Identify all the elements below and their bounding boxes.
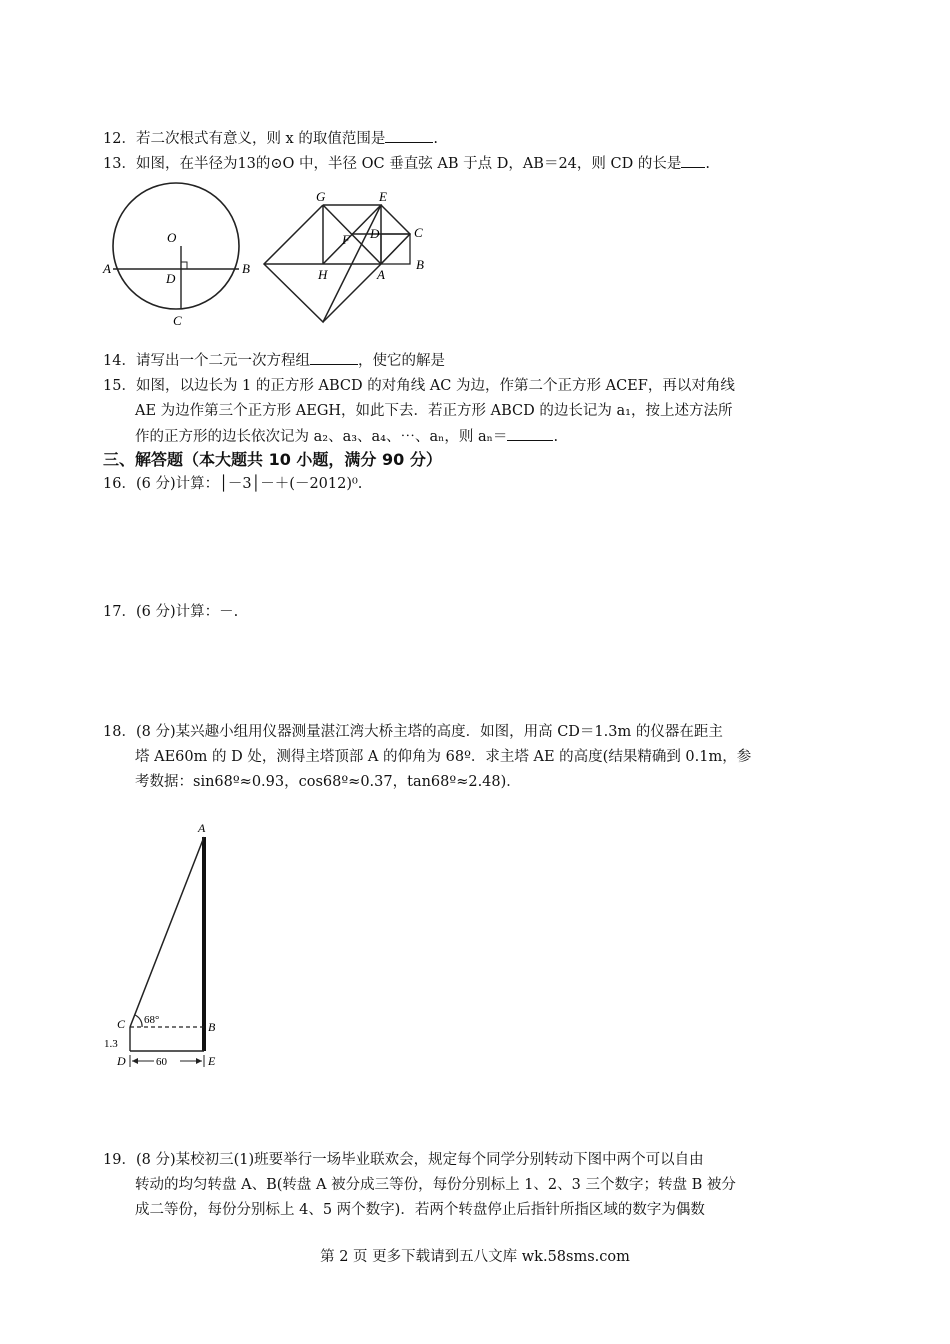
label-h: H — [318, 267, 328, 282]
question-16: 16．(6 分)计算：│－3│－＋(－2012)⁰. — [103, 476, 363, 492]
right-angle-mark — [181, 262, 187, 269]
label-f: F — [342, 232, 350, 247]
distance-label: 60 — [156, 1056, 167, 1068]
question-15-line3-text: 作的正方形的边长依次记为 a₂、a₃、a₄、⋯、aₙ，则 aₙ＝ — [135, 429, 508, 445]
label-e: E — [208, 1054, 216, 1068]
question-13-end: . — [705, 156, 710, 172]
question-19-line3: 成二等份，每份分别标上 4、5 两个数字)．若两个转盘停止后指针所指区域的数字为偶数 — [135, 1202, 705, 1218]
label-a: A — [377, 267, 385, 282]
label-c: C — [173, 313, 182, 325]
arrowhead-left — [132, 1058, 138, 1064]
question-13-text: 13．如图，在半径为13的⊙O 中，半径 OC 垂直弦 AB 于点 D，AB＝24，则 CD 的长是 — [103, 156, 682, 172]
question-15-line2: AE 为边作第三个正方形 AEGH，如此下去．若正方形 ABCD 的边长记为 a₁，按上述方法所 — [135, 403, 733, 419]
angle-label: 68° — [144, 1014, 160, 1026]
question-18-line2: 塔 AE60m 的 D 处，测得主塔顶部 A 的仰角为 68º．求主塔 AE 的高度(结果精确到 0.1m，参 — [135, 749, 752, 765]
question-19-line1: 19．(8 分)某校初三(1)班要举行一场毕业联欢会，规定每个同学分别转动下图中两个可以自由 — [103, 1152, 704, 1168]
label-c: C — [414, 225, 423, 240]
label-c: C — [117, 1017, 126, 1031]
label-d: D — [370, 226, 380, 241]
label-b: B — [242, 261, 250, 276]
label-d: D — [166, 271, 176, 286]
height-label: 1.3 — [104, 1038, 118, 1050]
question-15-end: . — [553, 429, 559, 445]
edge-a-bottom — [323, 264, 381, 322]
circle-figure — [100, 180, 250, 325]
question-15-line3 — [135, 426, 558, 447]
question-19-line2: 转动的均匀转盘 A、B(转盘 A 被分成三等份，每份分别标上 1、2、3 三个数字；转盘 B 被分 — [135, 1177, 736, 1193]
arrowhead-right — [196, 1058, 202, 1064]
label-a: A — [198, 821, 206, 835]
question-12-end: . — [433, 131, 438, 147]
page-footer: 第 2 页 更多下载请到五八文库 wk.58sms.com — [320, 1249, 630, 1265]
diag-a-c — [381, 234, 410, 264]
question-14-after: ，使它的解是 — [357, 353, 445, 369]
label-e: E — [379, 189, 387, 204]
question-12-text: 12．若二次根式有意义，则 x 的取值范围是 — [103, 131, 386, 147]
question-14-text: 14．请写出一个二元一次方程组 — [103, 353, 310, 369]
circle-o — [113, 183, 239, 309]
question-12 — [103, 128, 438, 149]
answer-blank — [681, 153, 705, 168]
squares-figure — [262, 183, 437, 328]
question-13 — [103, 153, 710, 174]
section-3-title: 三、解答题（本大题共 10 小题，满分 90 分） — [103, 450, 442, 469]
question-14 — [103, 350, 445, 371]
tower-figure — [100, 815, 235, 1080]
answer-blank — [385, 128, 433, 143]
label-o: O — [167, 230, 177, 245]
label-a: A — [103, 261, 111, 276]
angle-arc — [135, 1015, 142, 1027]
answer-blank — [310, 350, 358, 365]
question-18-line3: 考数据：sin68º≈0.93，cos68º≈0.37，tan68º≈2.48)． — [135, 774, 521, 790]
question-15-line1: 15．如图，以边长为 1 的正方形 ABCD 的对角线 AC 为边，作第二个正方形 ACEF，再以对角线 — [103, 378, 735, 394]
label-b: B — [416, 257, 424, 272]
label-b: B — [208, 1020, 216, 1034]
label-g: G — [316, 189, 326, 204]
question-17: 17．(6 分)计算：－. — [103, 604, 239, 620]
sight-line-ca — [130, 837, 204, 1027]
answer-blank — [507, 426, 553, 441]
question-18-line1: 18．(8 分)某兴趣小组用仪器测量湛江湾大桥主塔的高度．如图，用高 CD＝1.3m 的仪器在距主 — [103, 724, 723, 740]
label-d: D — [117, 1054, 126, 1068]
